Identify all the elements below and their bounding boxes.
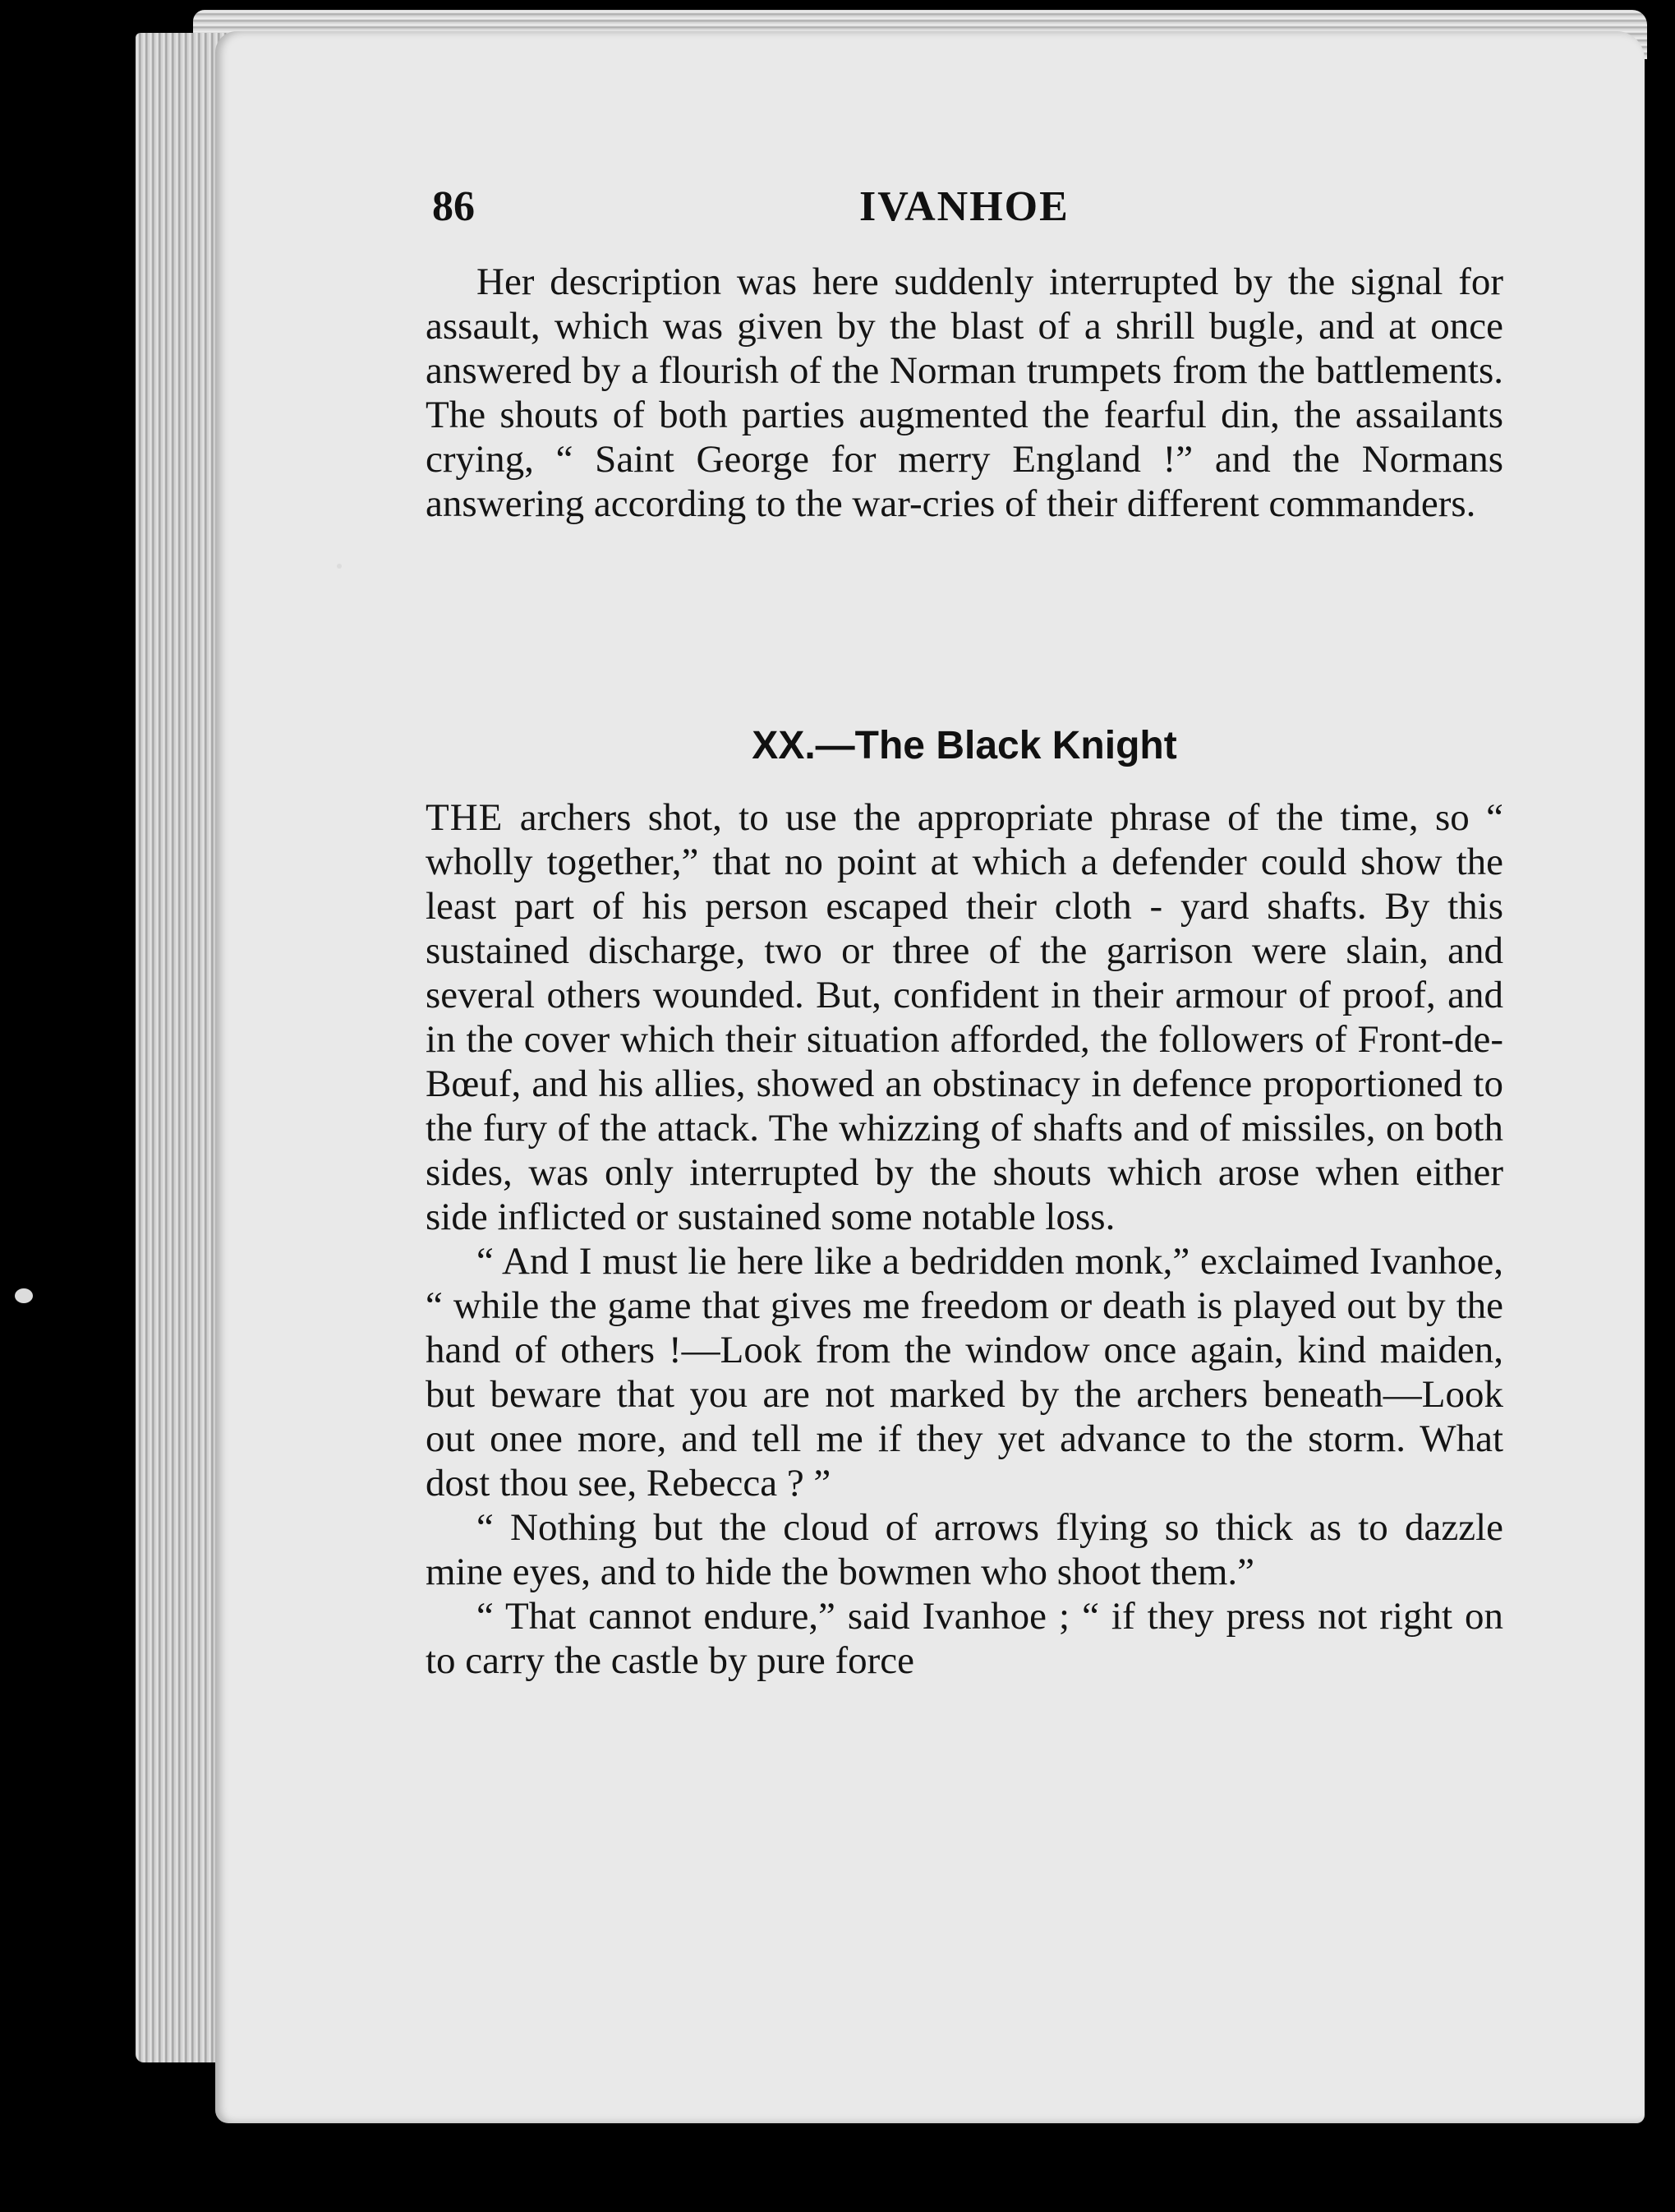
scan-speck: [15, 1288, 33, 1303]
running-title: IVANHOE: [859, 183, 1070, 230]
chapter-heading: XX.—The Black Knight: [752, 724, 1177, 767]
running-header: [432, 182, 1508, 240]
paragraph-2: [426, 795, 1503, 1239]
paragraph-2-text: archers shot, to use the appropriate phrase of the time, so “ wholly together,” that no point at which a defender could show the least part of his person escaped their cloth - yard shafts. By this sustained discharge, two or three of the garrison were slain, and several others wounded. But, confident in their armour of proof, and in the cover which their situation afforded, the followers of Front-de-Bœuf, and his allies, showed an obstinacy in defence proportioned to the fury of the attack. The whizzing of shafts and of missiles, on both sides, was only interrupted by the shouts which arose when either side inflicted or sustained some notable loss.: [426, 796, 1503, 1238]
chapter-lead-word: THE: [426, 796, 504, 839]
paragraph-3: “ And I must lie here like a bedridden monk,” exclaimed Ivanhoe, “ while the game that gives me freedom or death is played out by the hand of others !—Look from the window once again, kind maiden, but beware that you are not marked by the archers beneath—Look out onee more, and tell me if they yet advance to the storm. What dost thou see, Rebecca ? ”: [426, 1240, 1503, 1505]
page-number: 86: [432, 183, 475, 230]
paragraph-4: “ Nothing but the cloud of arrows flying so thick as to dazzle mine eyes, and to hide the bowmen who shoot them.”: [426, 1506, 1503, 1593]
paragraph-1: Her description was here suddenly interrupted by the signal for assault, which was given by the blast of a shrill bugle, and at once answered by a flourish of the Norman trumpets from the battlements. The shouts of both parties augmented the fearful din, the assailants crying, “ Saint George for merry England !” and the Normans answering according to the war-cries of their different commanders.: [426, 260, 1503, 525]
text-block-chapter: [426, 795, 1503, 1683]
scan-speck: [337, 564, 342, 569]
text-block-top: [426, 260, 1503, 526]
paragraph-5: “ That cannot endure,” said Ivanhoe ; “ if they press not right on to carry the castle by pure force: [426, 1595, 1503, 1682]
